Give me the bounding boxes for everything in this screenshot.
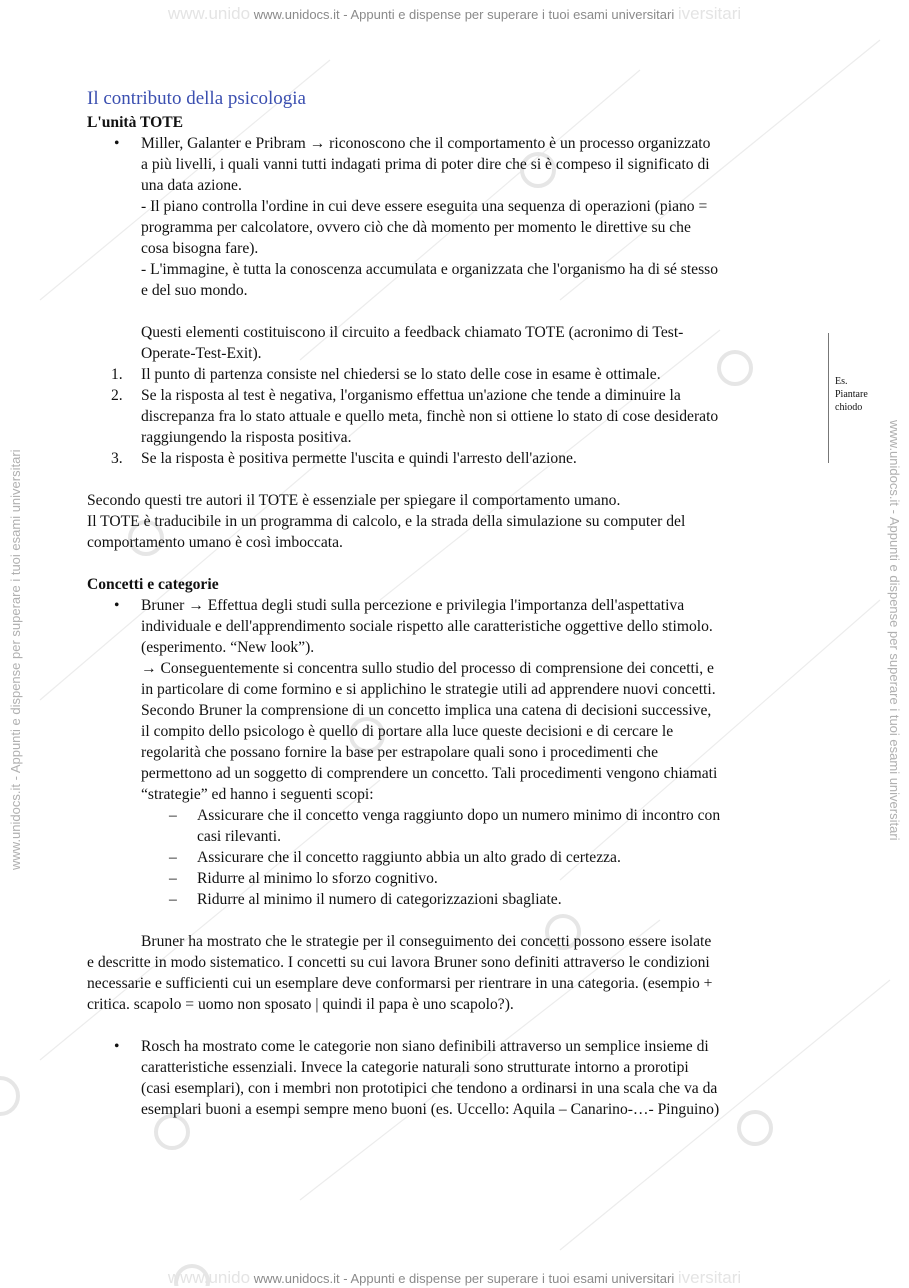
text-line: (casi esemplari), con i membri non prototipici che tendono a ordinarsi in una scala che va da: [141, 1080, 718, 1097]
numbered-item: [87, 385, 822, 448]
text-line: regolarità che possano fornire la base per estrapolare quali sono i procedimenti che: [141, 744, 658, 761]
text-line: Bruner → Effettua degli studi sulla percezione e privilegia l'importanza dell'aspettativa: [141, 597, 685, 614]
text-line: necessarie e sufficienti cui un esemplare deve conformarsi per rientrare in una categoria. (esempio +: [87, 975, 713, 992]
text-line: Operate-Test-Exit).: [141, 345, 262, 362]
text-line: → Conseguentemente si concentra sullo studio del processo di comprensione dei concetti, e: [141, 660, 714, 677]
text-line: Rosch ha mostrato come le categorie non siano definibili attraverso un semplice insieme di: [141, 1038, 709, 1055]
margin-note: [828, 333, 888, 463]
section-heading-concepts: Concetti e categorie: [87, 576, 219, 593]
dash-marker: –: [169, 891, 177, 908]
numbered-item: [87, 364, 822, 385]
side-watermark-right: www.unidocs.it - Appunti e dispense per superare i tuoi esami universitari: [887, 420, 902, 841]
side-watermark-left: www.unidocs.it - Appunti e dispense per superare i tuoi esami universitari: [8, 449, 23, 870]
bruner-paragraph: [87, 931, 822, 1015]
text-line: Ridurre al minimo lo sforzo cognitivo.: [197, 870, 438, 887]
text-line: casi rilevanti.: [197, 828, 281, 845]
text-line: (esperimento. “New look”).: [141, 639, 315, 656]
text-line: esemplari buoni a esempi sempre meno buoni (es. Uccello: Aquila – Canarino-…- Pinguino): [141, 1101, 720, 1118]
header-watermark-faint-left: www.unido: [167, 4, 251, 23]
text-line: in particolare di come formino e si applichino le strategie utili ad apprendere nuovi concetti.: [141, 681, 716, 698]
header-watermark: [0, 4, 909, 24]
text-line: discrepanza fra lo stato attuale e quello meta, finchè non si ottiene lo stato di cose desiderato: [141, 408, 719, 425]
text-line: Secondo Bruner la comprensione di un concetto implica una catena di decisioni successive,: [141, 702, 712, 719]
text-line: il compito dello psicologo è quello di portare alla luce queste decisioni e di cercare le: [141, 723, 674, 740]
page-title: Il contributo della psicologia: [87, 88, 306, 109]
text-line: individuale e dell'apprendimento sociale rispetto alle caratteristiche oggettive dello stimolo.: [141, 618, 713, 635]
dash-marker: –: [169, 807, 177, 824]
text-line: a più livelli, i quali vanni tutti indagati prima di poter dire che si è compeso il significato di: [141, 156, 710, 173]
text-line: programma per calcolatore, ovvero ciò che dà momento per momento le direttive su che: [141, 219, 691, 236]
bullet-marker: •: [114, 1038, 120, 1055]
text-line: e del suo mondo.: [141, 282, 248, 299]
header-watermark-faint-right: iversitari: [677, 4, 742, 23]
item-number: 2.: [111, 387, 123, 404]
dash-item: [87, 805, 822, 847]
section-heading-tote: L'unità TOTE: [87, 114, 184, 131]
bullet-item-bruner: [87, 595, 822, 805]
item-number: 1.: [111, 366, 123, 383]
text-line: - L'immagine, è tutta la conoscenza accumulata e organizzata che l'organismo ha di sé stesso: [141, 261, 719, 278]
dash-item: [87, 847, 822, 868]
dash-item: [87, 889, 822, 910]
footer-watermark-faint-right: iversitari: [677, 1268, 742, 1287]
bullet-marker: •: [114, 135, 120, 152]
footer-watermark: [0, 1268, 909, 1288]
dash-item: [87, 868, 822, 889]
tote-conclusion: [87, 490, 822, 553]
dash-marker: –: [169, 870, 177, 887]
margin-note-line: Piantare: [835, 389, 868, 400]
text-line: Questi elementi costituiscono il circuito a feedback chiamato TOTE (acronimo di Test-: [141, 324, 684, 341]
text-line: Ridurre al minimo il numero di categorizzazioni sbagliate.: [197, 891, 562, 908]
text-line: Assicurare che il concetto venga raggiunto dopo un numero minimo di incontro con: [197, 807, 721, 824]
footer-watermark-faint-left: www.unido: [167, 1268, 251, 1287]
dash-marker: –: [169, 849, 177, 866]
bullet-marker: •: [114, 597, 120, 614]
text-line: Il punto di partenza consiste nel chiedersi se lo stato delle cose in esame è ottimale.: [141, 366, 661, 383]
text-line: Secondo questi tre autori il TOTE è essenziale per spiegare il comportamento umano.: [87, 492, 621, 509]
text-line: comportamento umano è così imboccata.: [87, 534, 343, 551]
text-line: Assicurare che il concetto raggiunto abbia un alto grado di certezza.: [197, 849, 621, 866]
text-line: permettono ad un soggetto di comprendere un concetto. Tali procedimenti vengono chiamati: [141, 765, 718, 782]
text-line: caratteristiche essenziali. Invece la categorie naturali sono strutturate intorno a prorotipi: [141, 1059, 689, 1076]
text-line: cosa bisogna fare).: [141, 240, 259, 257]
text-line: Se la risposta al test è negativa, l'organismo effettua un'azione che tende a diminuire la: [141, 387, 681, 404]
bullet-item-miller: [87, 133, 822, 301]
text-line: “strategie” ed hanno i seguenti scopi:: [141, 786, 374, 803]
text-line: Se la risposta è positiva permette l'uscita e quindi l'arresto dell'azione.: [141, 450, 577, 467]
text-line: Bruner ha mostrato che le strategie per il conseguimento dei concetti possono essere isolate: [141, 933, 712, 950]
text-line: raggiungendo la risposta positiva.: [141, 429, 352, 446]
numbered-item: [87, 448, 822, 469]
bullet-item-rosch: [87, 1036, 822, 1120]
tote-intro: [87, 322, 822, 364]
text-line: e descritte in modo sistematico. I concetti su cui lavora Bruner sono definiti attraverso le condizioni: [87, 954, 710, 971]
text-line: Il TOTE è traducibile in un programma di calcolo, e la strada della simulazione su computer del: [87, 513, 686, 530]
footer-watermark-text: www.unidocs.it - Appunti e dispense per superare i tuoi esami universitari: [253, 1271, 675, 1286]
text-line: una data azione.: [141, 177, 242, 194]
item-number: 3.: [111, 450, 123, 467]
document-body: [87, 86, 822, 1120]
margin-note-line: chiodo: [835, 402, 863, 413]
margin-note-line: Es.: [835, 376, 848, 387]
header-watermark-text: www.unidocs.it - Appunti e dispense per superare i tuoi esami universitari: [253, 7, 675, 22]
text-line: critica. scapolo = uomo non sposato | quindi il papa è uno scapolo?).: [87, 996, 514, 1013]
text-line: Miller, Galanter e Pribram → riconoscono che il comportamento è un processo organizzato: [141, 135, 711, 152]
text-line: - Il piano controlla l'ordine in cui deve essere eseguita una sequenza di operazioni (piano =: [141, 198, 708, 215]
